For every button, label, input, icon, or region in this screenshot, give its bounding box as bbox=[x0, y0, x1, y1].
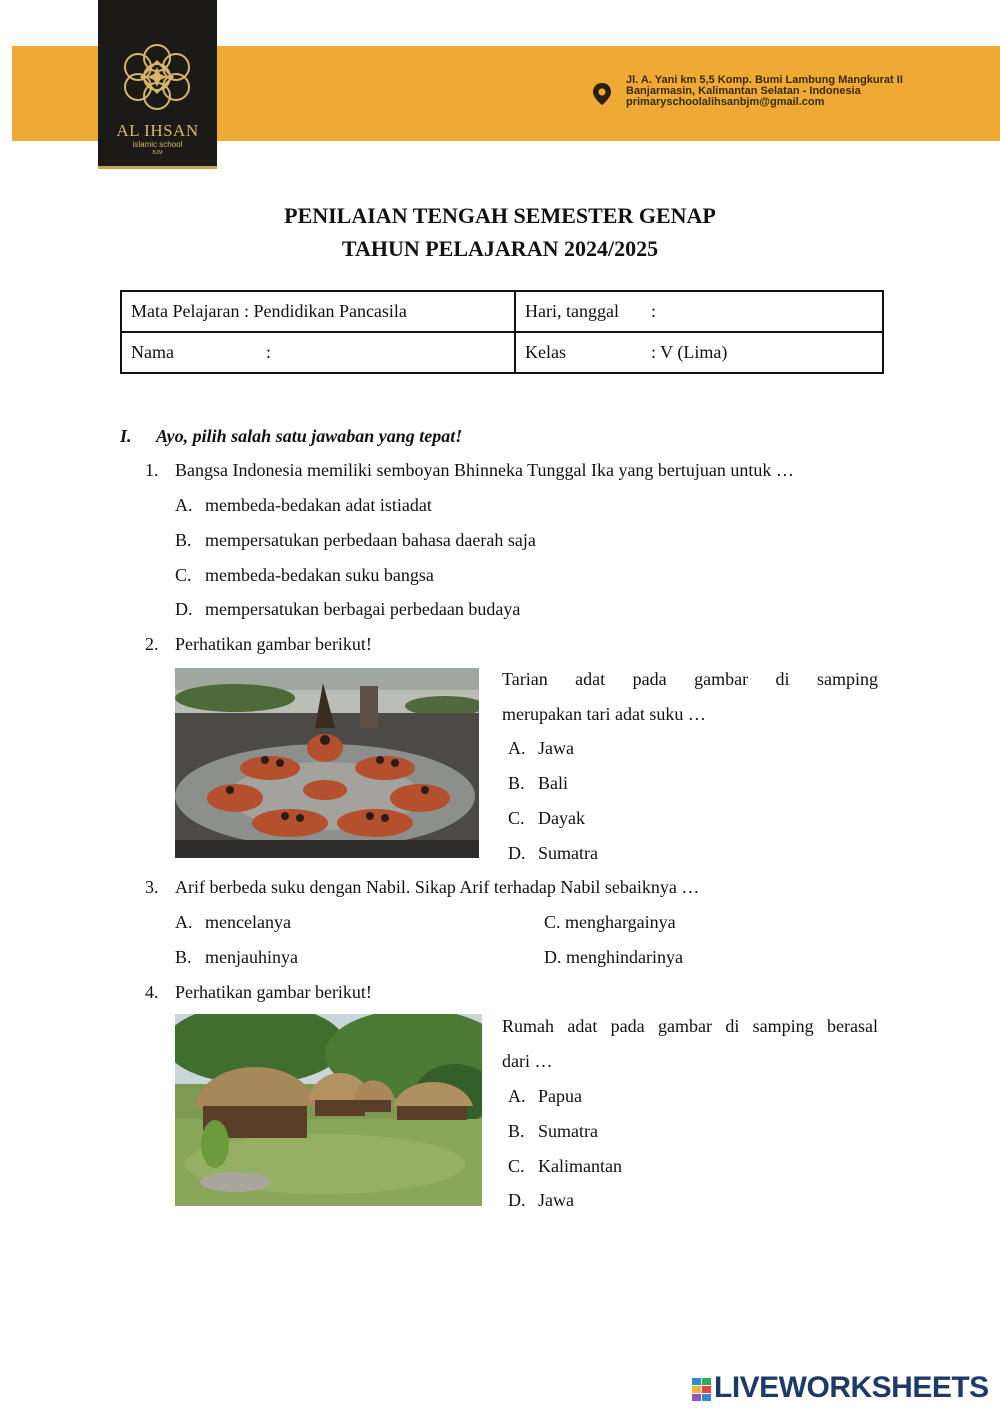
class-cell bbox=[515, 332, 883, 373]
subject-value: : Pendidikan Pancasila bbox=[243, 301, 407, 321]
date-label: Hari, tanggal bbox=[525, 301, 619, 321]
kecak-dance-photo bbox=[175, 668, 479, 858]
option-letter: C. bbox=[175, 565, 192, 585]
location-pin-icon bbox=[592, 82, 612, 106]
answer-option[interactable]: membeda-bedakan suku bangsa bbox=[205, 565, 434, 585]
liveworksheets-brand: LIVEWORKSHEETS bbox=[714, 1371, 989, 1404]
option-letter: B. bbox=[175, 947, 192, 967]
subject-cell bbox=[121, 291, 515, 332]
option-letter: D. bbox=[508, 1190, 526, 1210]
subject-label: Mata Pelajaran bbox=[131, 301, 240, 321]
student-info-table bbox=[120, 290, 884, 374]
ornament-logo-icon bbox=[106, 36, 209, 118]
option-letter: B. bbox=[175, 530, 192, 550]
answer-option[interactable]: Sumatra bbox=[538, 843, 598, 863]
school-city: BJM bbox=[152, 150, 163, 156]
question-side-text: Tarian adat pada gambar di samping bbox=[502, 669, 878, 689]
section-title: Ayo, pilih salah satu jawaban yang tepat! bbox=[156, 426, 463, 446]
school-address bbox=[626, 75, 903, 108]
table-row bbox=[121, 291, 883, 332]
page-title: PENILAIAN TENGAH SEMESTER GENAP bbox=[284, 203, 716, 228]
class-label: Kelas bbox=[525, 342, 566, 362]
option-letter: D. bbox=[175, 599, 193, 619]
option-letter: D. bbox=[508, 843, 526, 863]
answer-option[interactable]: membeda-bedakan adat istiadat bbox=[205, 495, 432, 515]
address-email: primaryschoolalihsanbjm@gmail.com bbox=[626, 96, 825, 108]
answer-option[interactable]: Kalimantan bbox=[538, 1156, 622, 1176]
school-logo bbox=[98, 0, 217, 169]
answer-option[interactable]: D. menghindarinya bbox=[544, 947, 683, 967]
page-subtitle: TAHUN PELAJARAN 2024/2025 bbox=[341, 236, 659, 261]
option-letter: A. bbox=[508, 738, 526, 758]
option-letter: C. bbox=[508, 808, 525, 828]
date-cell[interactable] bbox=[515, 291, 883, 332]
question-side-text: Rumah adat pada gambar di samping berasal bbox=[502, 1016, 878, 1036]
question-text: Perhatikan gambar berikut! bbox=[175, 982, 372, 1002]
name-cell[interactable] bbox=[121, 332, 515, 373]
answer-option[interactable]: Dayak bbox=[538, 808, 585, 828]
address-line: Banjarmasin, Kalimantan Selatan - Indonesia bbox=[626, 85, 861, 97]
answer-option[interactable]: mempersatukan berbagai perbedaan budaya bbox=[205, 599, 521, 619]
option-letter: B. bbox=[508, 1121, 525, 1141]
answer-option[interactable]: Bali bbox=[538, 773, 568, 793]
question-number: 3. bbox=[145, 877, 159, 897]
section-number: I. bbox=[120, 426, 132, 446]
question-number: 4. bbox=[145, 982, 159, 1002]
school-subtitle: islamic school bbox=[132, 140, 183, 149]
question-number: 2. bbox=[145, 634, 159, 654]
liveworksheets-mark-icon bbox=[692, 1378, 712, 1402]
table-row bbox=[121, 332, 883, 373]
class-value: : V (Lima) bbox=[651, 342, 728, 362]
name-value: : bbox=[266, 342, 272, 362]
answer-option[interactable]: mempersatukan perbedaan bahasa daerah saja bbox=[205, 530, 536, 550]
honai-house-photo bbox=[175, 1014, 482, 1206]
question-side-text: merupakan tari adat suku … bbox=[502, 704, 706, 724]
answer-option[interactable]: Jawa bbox=[538, 738, 574, 758]
option-letter: B. bbox=[508, 773, 525, 793]
answer-option[interactable]: Papua bbox=[538, 1086, 582, 1106]
name-label: Nama bbox=[131, 342, 174, 362]
option-letter: C. bbox=[508, 1156, 525, 1176]
date-value: : bbox=[651, 301, 657, 321]
question-side-text: dari … bbox=[502, 1051, 553, 1071]
answer-option[interactable]: Jawa bbox=[538, 1190, 574, 1210]
answer-option[interactable]: Sumatra bbox=[538, 1121, 598, 1141]
option-letter: A. bbox=[175, 495, 193, 515]
answer-option[interactable]: mencelanya bbox=[205, 912, 291, 932]
answer-option[interactable]: menjauhinya bbox=[205, 947, 298, 967]
address-line: Jl. A. Yani km 5,5 Komp. Bumi Lambung Mangkurat II bbox=[626, 74, 903, 86]
question-text: Perhatikan gambar berikut! bbox=[175, 634, 372, 654]
option-letter: A. bbox=[508, 1086, 526, 1106]
school-name: AL IHSAN bbox=[116, 121, 199, 140]
option-letter: A. bbox=[175, 912, 193, 932]
answer-option[interactable]: C. menghargainya bbox=[544, 912, 676, 932]
question-text: Bangsa Indonesia memiliki semboyan Bhinneka Tunggal Ika yang bertujuan untuk … bbox=[175, 460, 794, 480]
question-text: Arif berbeda suku dengan Nabil. Sikap Arif terhadap Nabil sebaiknya … bbox=[175, 877, 700, 897]
question-number: 1. bbox=[145, 460, 159, 480]
